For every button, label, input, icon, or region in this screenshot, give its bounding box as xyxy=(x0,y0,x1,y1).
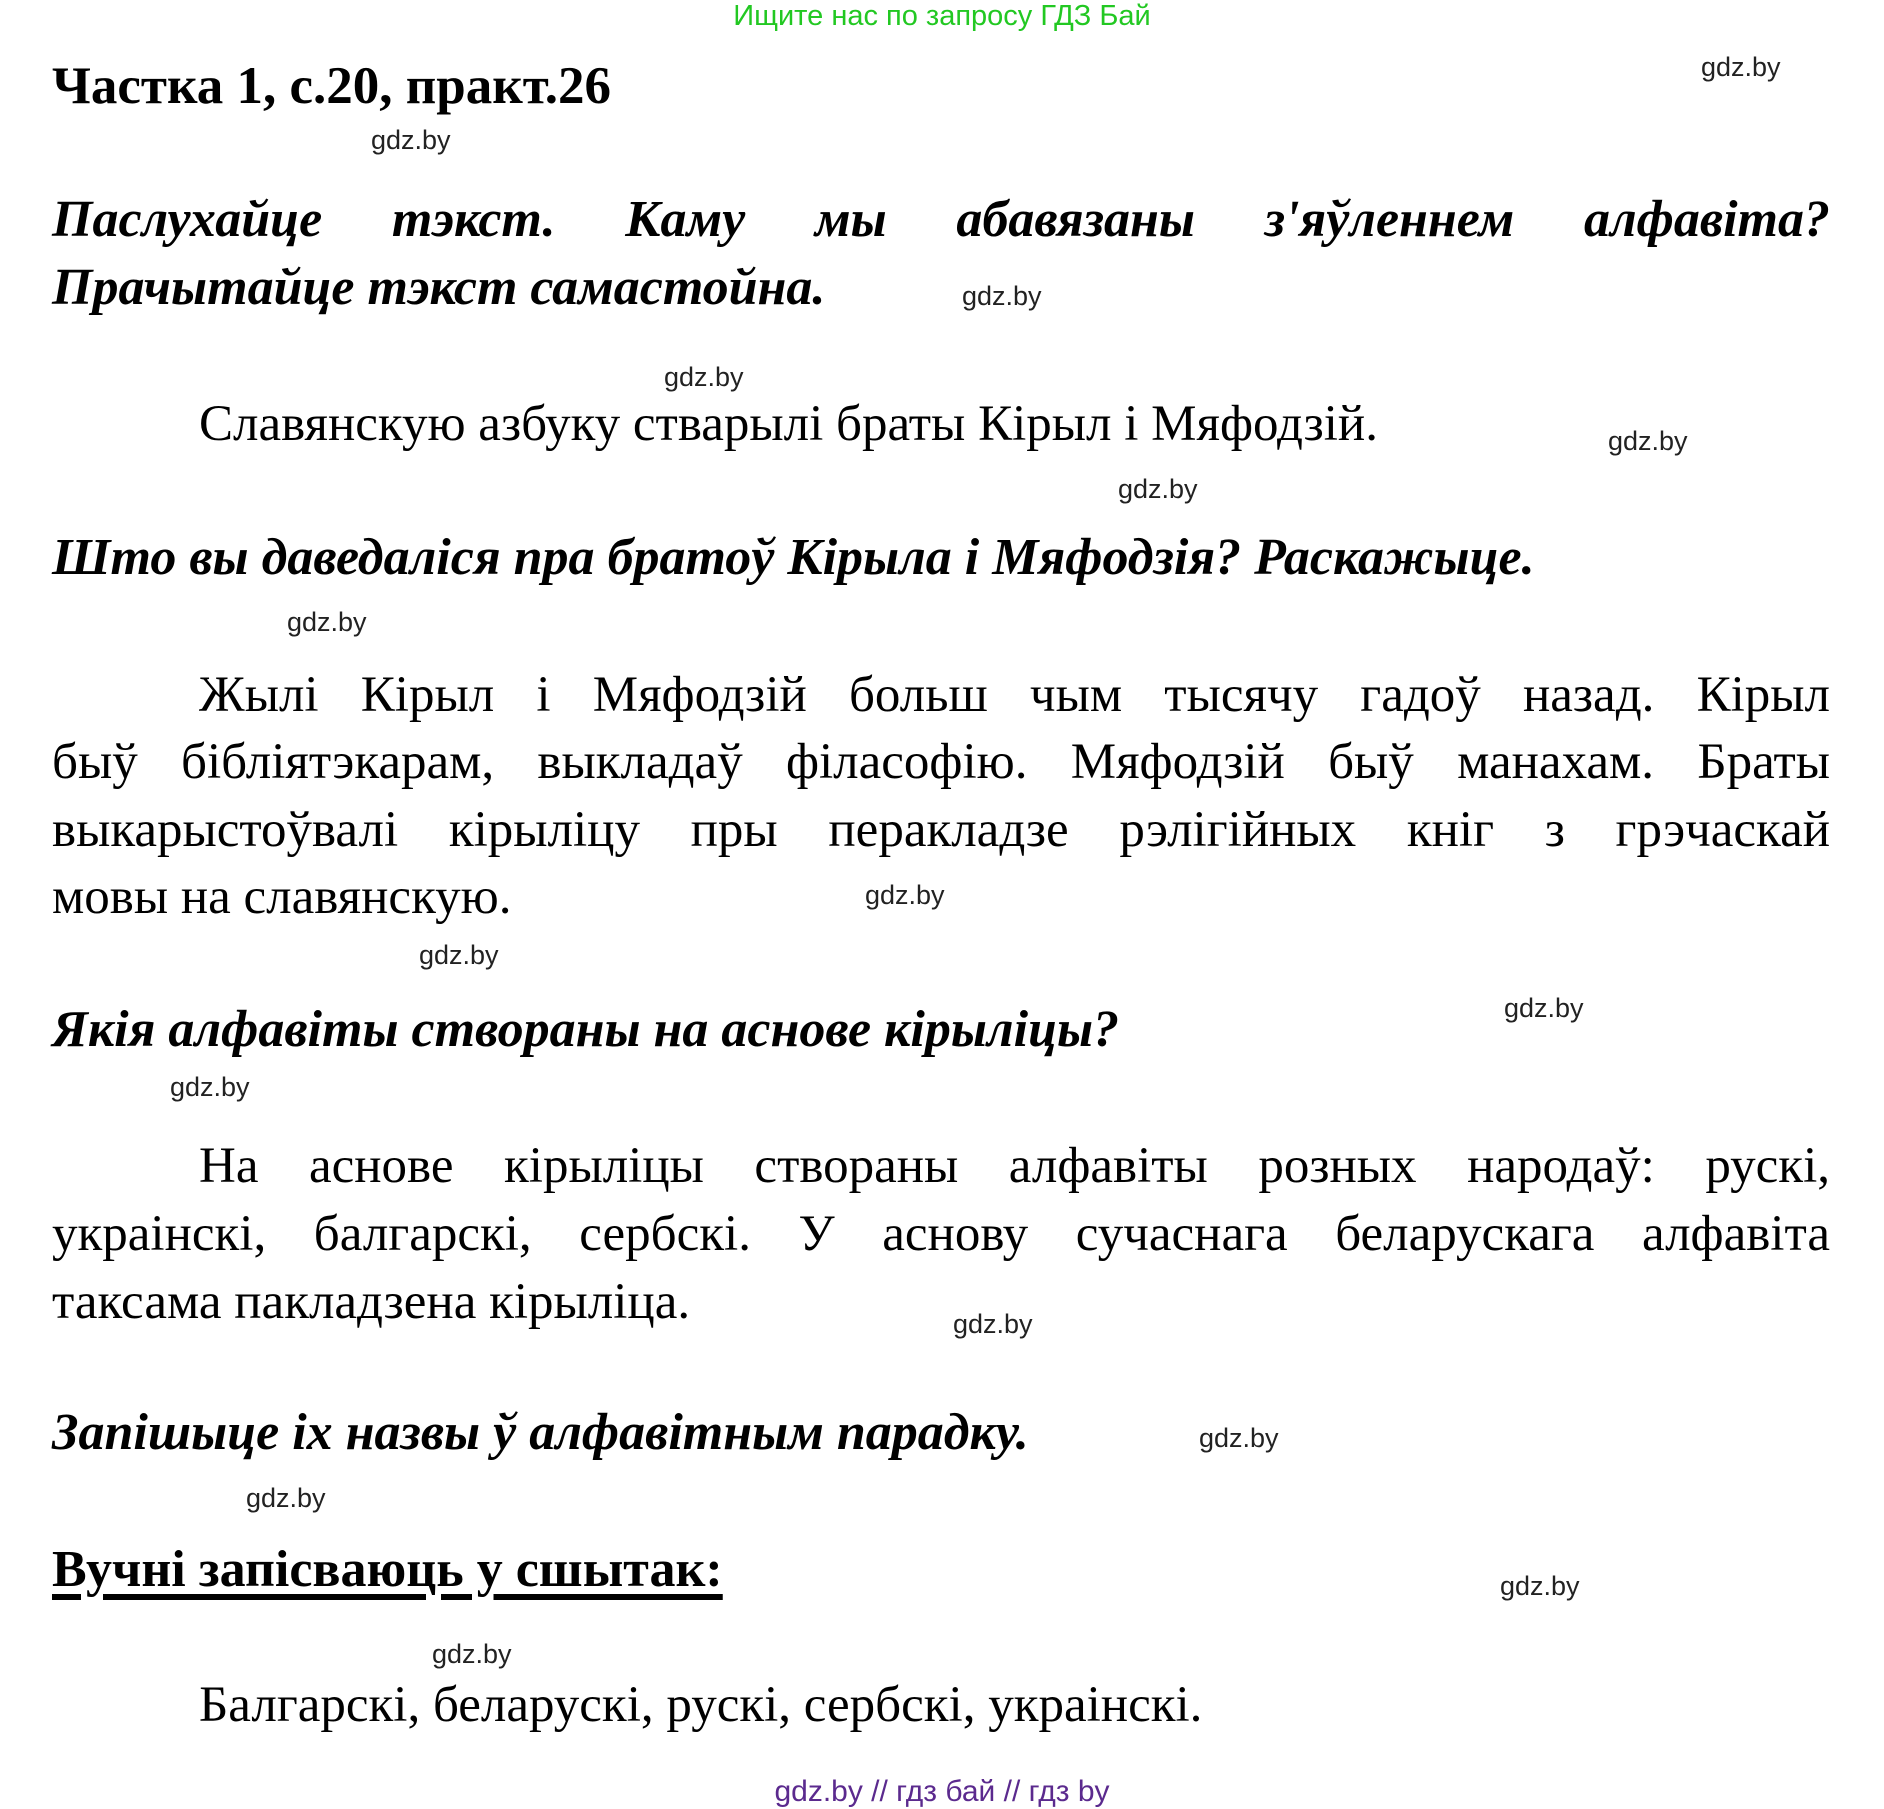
task-4: Запішыце іх назвы ў алфавітным парадку. xyxy=(52,1404,1029,1461)
watermark: gdz.by xyxy=(419,940,499,970)
answer-3-line-1: На аснове кірыліцы створаны алфавіты розных народаў: рускі, xyxy=(199,1138,1830,1194)
answer-2-line-4: мовы на славянскую. xyxy=(52,869,512,925)
watermark: gdz.by xyxy=(1118,474,1198,504)
watermark: gdz.by xyxy=(1608,426,1688,456)
answer-3-line-2: украінскі, балгарскі, сербскі. У аснову сучаснага беларускага алфавіта xyxy=(52,1206,1830,1262)
watermark: gdz.by xyxy=(962,281,1042,311)
watermark: gdz.by xyxy=(953,1309,1033,1339)
watermark: gdz.by xyxy=(246,1483,326,1513)
watermark: gdz.by xyxy=(1500,1571,1580,1601)
task-1-line-2: Прачытайце тэкст самастойна. xyxy=(52,259,826,316)
answer-2-line-2: быў бібліятэкарам, выкладаў філасофію. Мяфодзій быў манахам. Браты xyxy=(52,734,1830,790)
watermark: gdz.by xyxy=(287,607,367,637)
answer-4: Балгарскі, беларускі, рускі, сербскі, украінскі. xyxy=(199,1677,1203,1733)
watermark: gdz.by xyxy=(865,880,945,910)
watermark: gdz.by xyxy=(1701,52,1781,82)
task-2: Што вы даведаліся пра братоў Кірыла і Мяфодзія? Раскажыце. xyxy=(52,529,1535,586)
search-banner: Ищите нас по запросу ГДЗ Бай xyxy=(733,0,1151,32)
watermark: gdz.by xyxy=(1504,993,1584,1023)
answer-1: Славянскую азбуку стварылі браты Кірыл і Мяфодзій. xyxy=(199,396,1378,452)
notebook-label: Вучні запісваюць у сшытак: xyxy=(52,1541,723,1598)
answer-2-line-3: выкарыстоўвалі кірыліцу пры перакладзе рэлігійных кніг з грэчаскай xyxy=(52,802,1830,858)
answer-2-line-1: Жылі Кірыл і Мяфодзій больш чым тысячу гадоў назад. Кірыл xyxy=(199,667,1830,723)
watermark: gdz.by xyxy=(170,1072,250,1102)
watermark: gdz.by xyxy=(432,1639,512,1669)
answer-3-line-3: таксама пакладзена кірыліца. xyxy=(52,1274,691,1330)
footer-watermark: gdz.by // гдз бай // гдз by xyxy=(774,1775,1110,1808)
page-title: Частка 1, с.20, практ.26 xyxy=(52,57,612,115)
watermark: gdz.by xyxy=(1199,1423,1279,1453)
watermark: gdz.by xyxy=(371,125,451,155)
task-3: Якія алфавіты створаны на аснове кірыліцы? xyxy=(52,1001,1120,1058)
task-1-line-1: Паслухайце тэкст. Каму мы абавязаны з'яўленнем алфавіта? xyxy=(52,191,1830,248)
watermark: gdz.by xyxy=(664,362,744,392)
